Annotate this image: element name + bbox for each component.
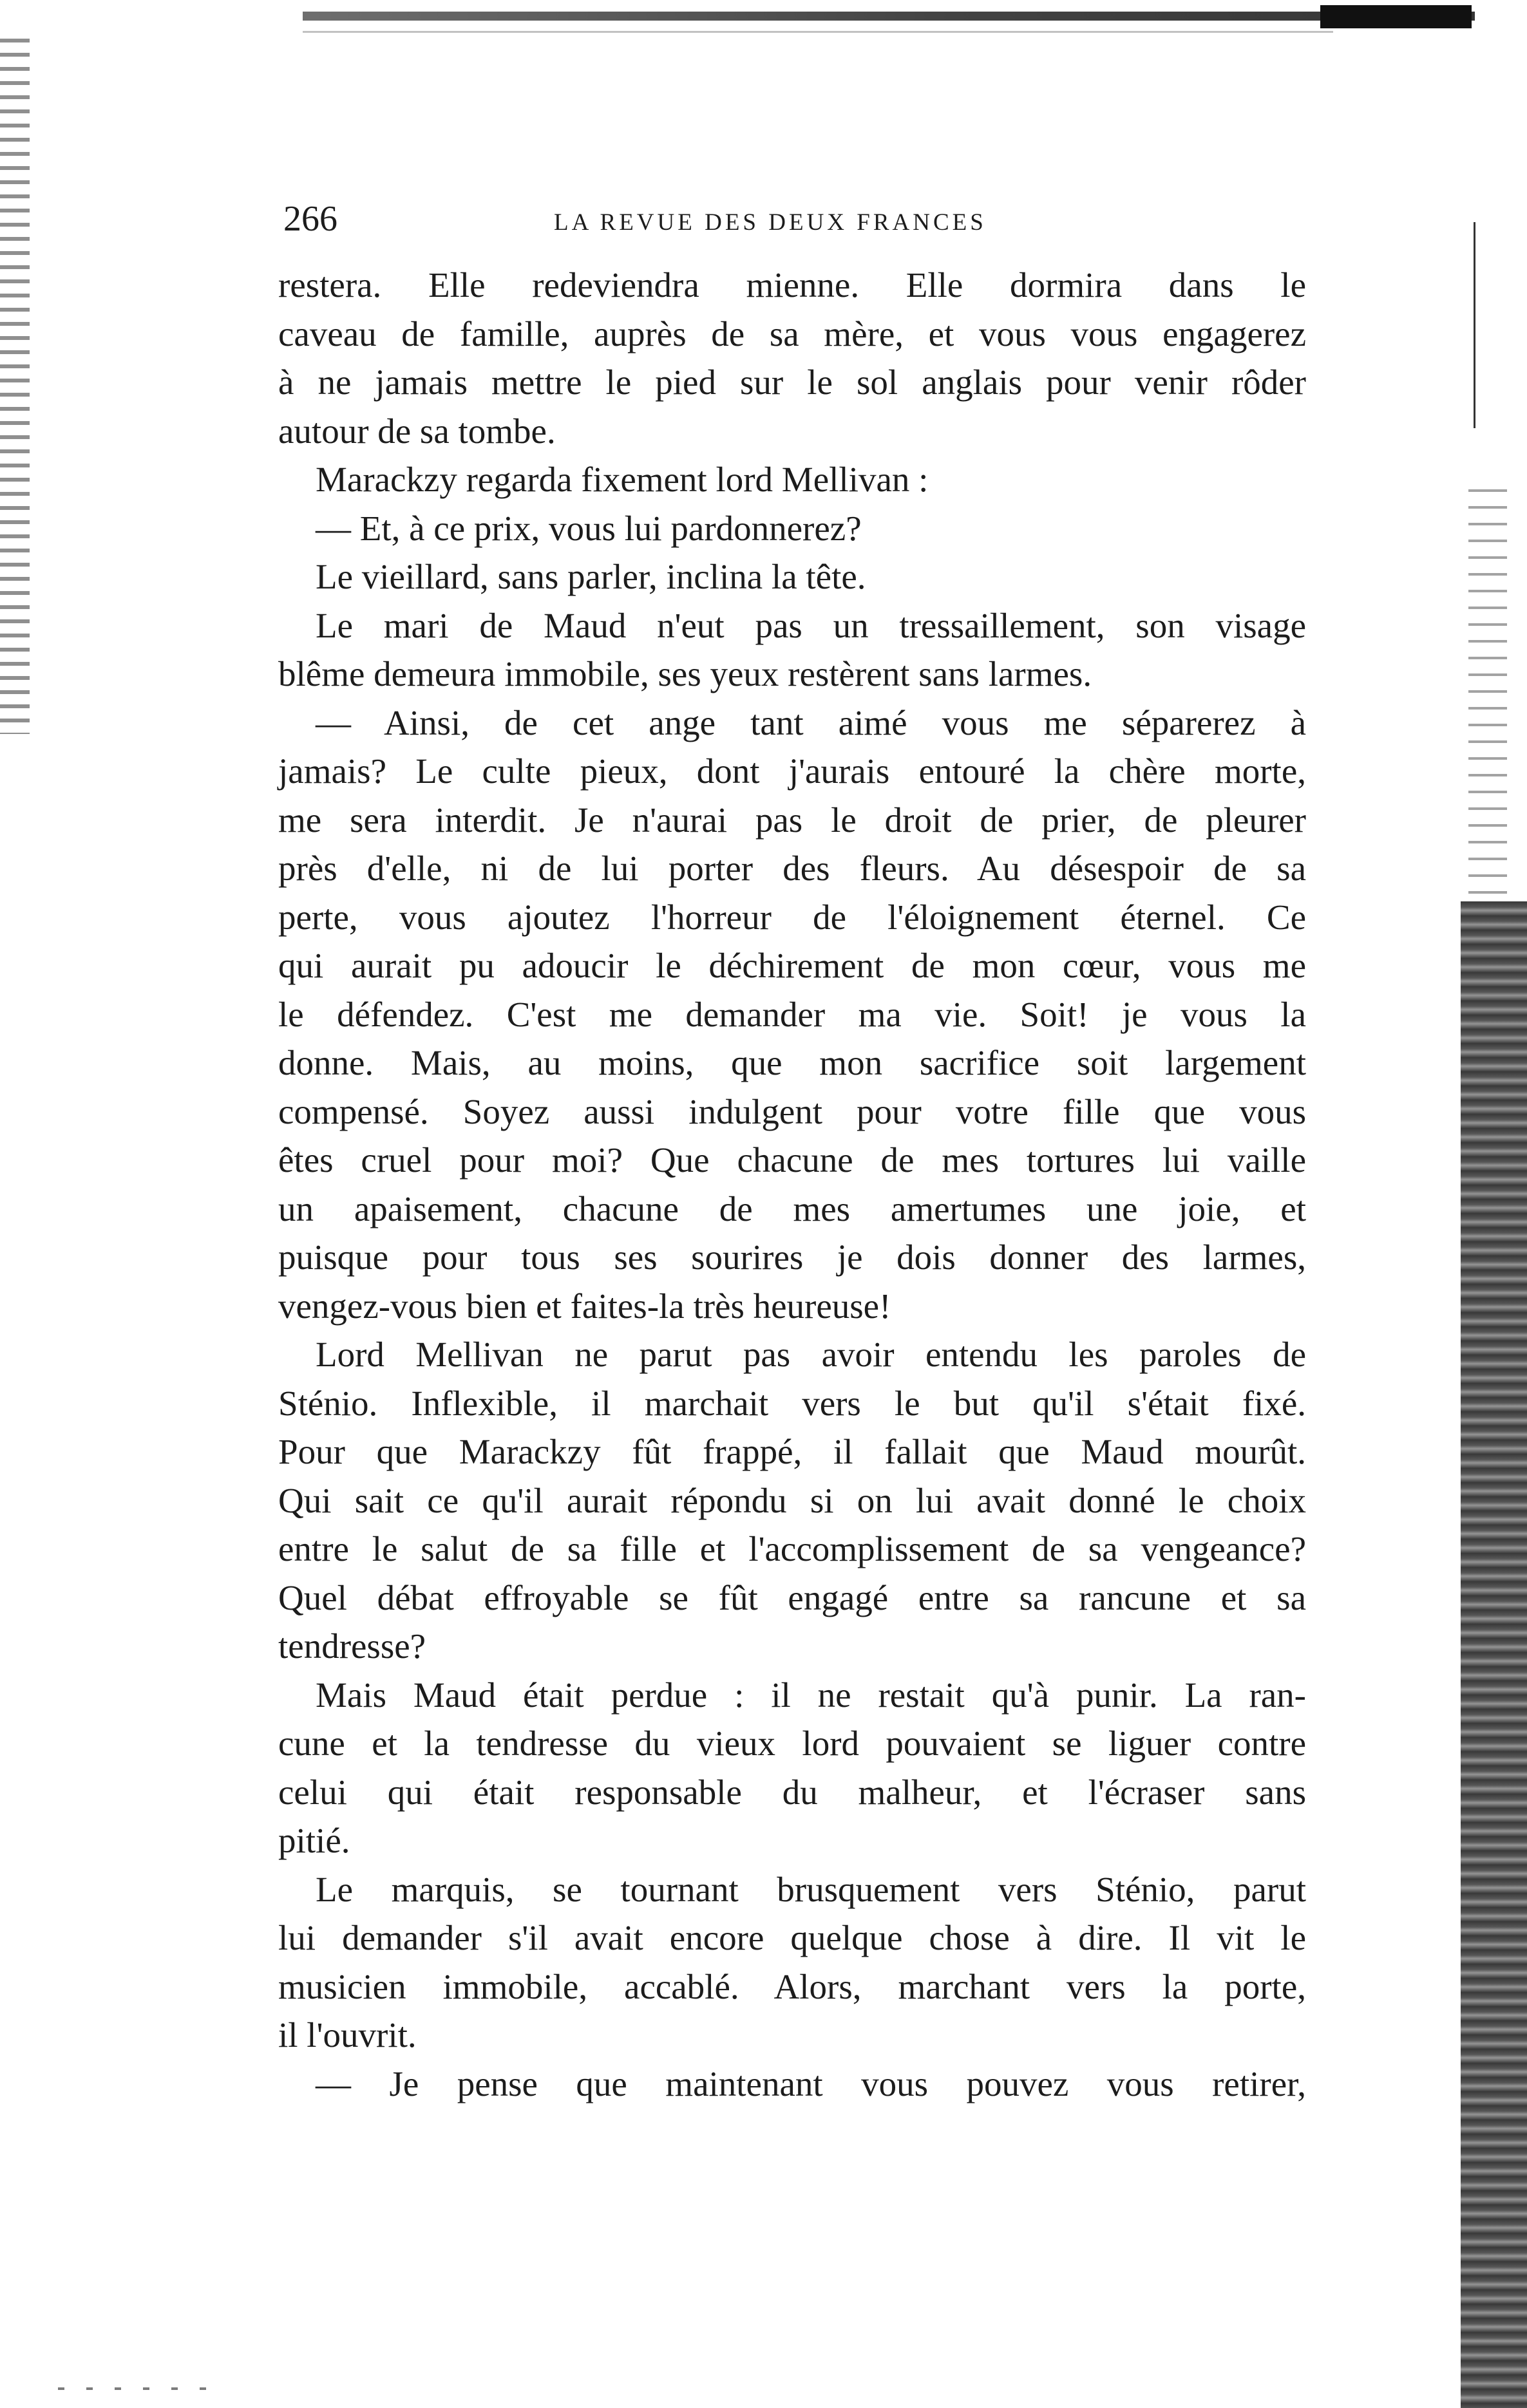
text-line: donne. Mais, au moins, que mon sacrifice soit largement: [278, 1043, 1306, 1082]
text-line: un apaisement, chacune de mes amertumes une joie, et: [278, 1189, 1306, 1228]
text-line: — Ainsi, de cet ange tant aimé vous me séparerez à: [316, 702, 1306, 742]
text-line: lui demander s'il avait encore quelque chose à dire. Il vit le: [278, 1918, 1306, 1957]
scan-bottom-specks: [58, 2387, 225, 2390]
text-line: musicien immobile, accablé. Alors, marchant vers la porte,: [278, 1966, 1306, 2006]
text-line: il l'ouvrit.: [278, 2015, 417, 2055]
text-line: me sera interdit. Je n'aurai pas le droit de prier, de pleurer: [278, 800, 1306, 840]
text-line: vengez-vous bien et faites-la très heureuse!: [278, 1286, 891, 1326]
text-line: Qui sait ce qu'il aurait répondu si on lui avait donné le choix: [278, 1480, 1306, 1520]
scan-top-rule-thin: [303, 31, 1333, 33]
text-line: Le mari de Maud n'eut pas un tressaillement, son visage: [316, 605, 1306, 645]
text-line: — Je pense que maintenant vous pouvez vous retirer,: [316, 2064, 1306, 2103]
text-line: près d'elle, ni de lui porter des fleurs. Au désespoir de sa: [278, 849, 1306, 888]
text-line: Le marquis, se tournant brusquement vers Sténio, parut: [316, 1869, 1306, 1909]
text-line: perte, vous ajoutez l'horreur de l'éloignement éternel. Ce: [278, 897, 1306, 937]
text-line: à ne jamais mettre le pied sur le sol anglais pour venir rôder: [278, 362, 1306, 402]
text-line: — Et, à ce prix, vous lui pardonnerez?: [316, 508, 862, 548]
text-line: jamais? Le culte pieux, dont j'aurais entouré la chère morte,: [278, 751, 1306, 791]
scan-top-rule-mark: [1320, 5, 1472, 28]
text-line: Pour que Marackzy fût frappé, il fallait que Maud mourût.: [278, 1432, 1306, 1471]
text-line: caveau de famille, auprès de sa mère, et vous vous engagerez: [278, 314, 1306, 353]
text-line: Mais Maud était perdue : il ne restait qu'à punir. La ran-: [316, 1675, 1306, 1715]
text-line: êtes cruel pour moi? Que chacune de mes tortures lui vaille: [278, 1140, 1306, 1180]
scan-top-rule: [303, 12, 1475, 21]
text-line: le défendez. C'est me demander ma vie. Soit! je vous la: [278, 994, 1306, 1034]
text-line: autour de sa tombe.: [278, 411, 556, 451]
scan-right-edge: [1461, 901, 1527, 2408]
text-line: celui qui était responsable du malheur, et l'écraser sans: [278, 1772, 1306, 1812]
text-line: compensé. Soyez aussi indulgent pour votre fille que vous: [278, 1091, 1306, 1131]
page-header: [283, 193, 1314, 245]
text-line: Marackzy regarda fixement lord Mellivan :: [316, 460, 929, 499]
text-line: blême demeura immobile, ses yeux restèrent sans larmes.: [278, 654, 1092, 693]
text-line: qui aurait pu adoucir le déchirement de mon cœur, vous me: [278, 946, 1306, 985]
text-line: Lord Mellivan ne parut pas avoir entendu les paroles de: [316, 1335, 1306, 1374]
scan-right-rule: [1474, 222, 1475, 428]
text-line: puisque pour tous ses sourires je dois donner des larmes,: [278, 1237, 1306, 1277]
text-line: Sténio. Inflexible, il marchait vers le but qu'il s'était fixé.: [278, 1383, 1306, 1423]
text-line: restera. Elle redeviendra mienne. Elle dormira dans le: [278, 265, 1306, 305]
text-line: tendresse?: [278, 1626, 426, 1666]
scan-left-edge: [0, 39, 30, 734]
page-body: [278, 261, 1306, 2108]
text-line: pitié.: [278, 1821, 350, 1860]
text-line: Le vieillard, sans parler, inclina la tête.: [316, 557, 866, 596]
running-title: LA REVUE DES DEUX FRANCES: [554, 209, 987, 236]
text-line: Quel débat effroyable se fût engagé entre sa rancune et sa: [278, 1577, 1306, 1617]
scan-right-edge-light: [1468, 489, 1507, 901]
text-line: cune et la tendresse du vieux lord pouvaient se liguer contre: [278, 1724, 1306, 1763]
page-number: 266: [283, 199, 337, 239]
text-line: entre le salut de sa fille et l'accomplissement de sa vengeance?: [278, 1529, 1306, 1568]
